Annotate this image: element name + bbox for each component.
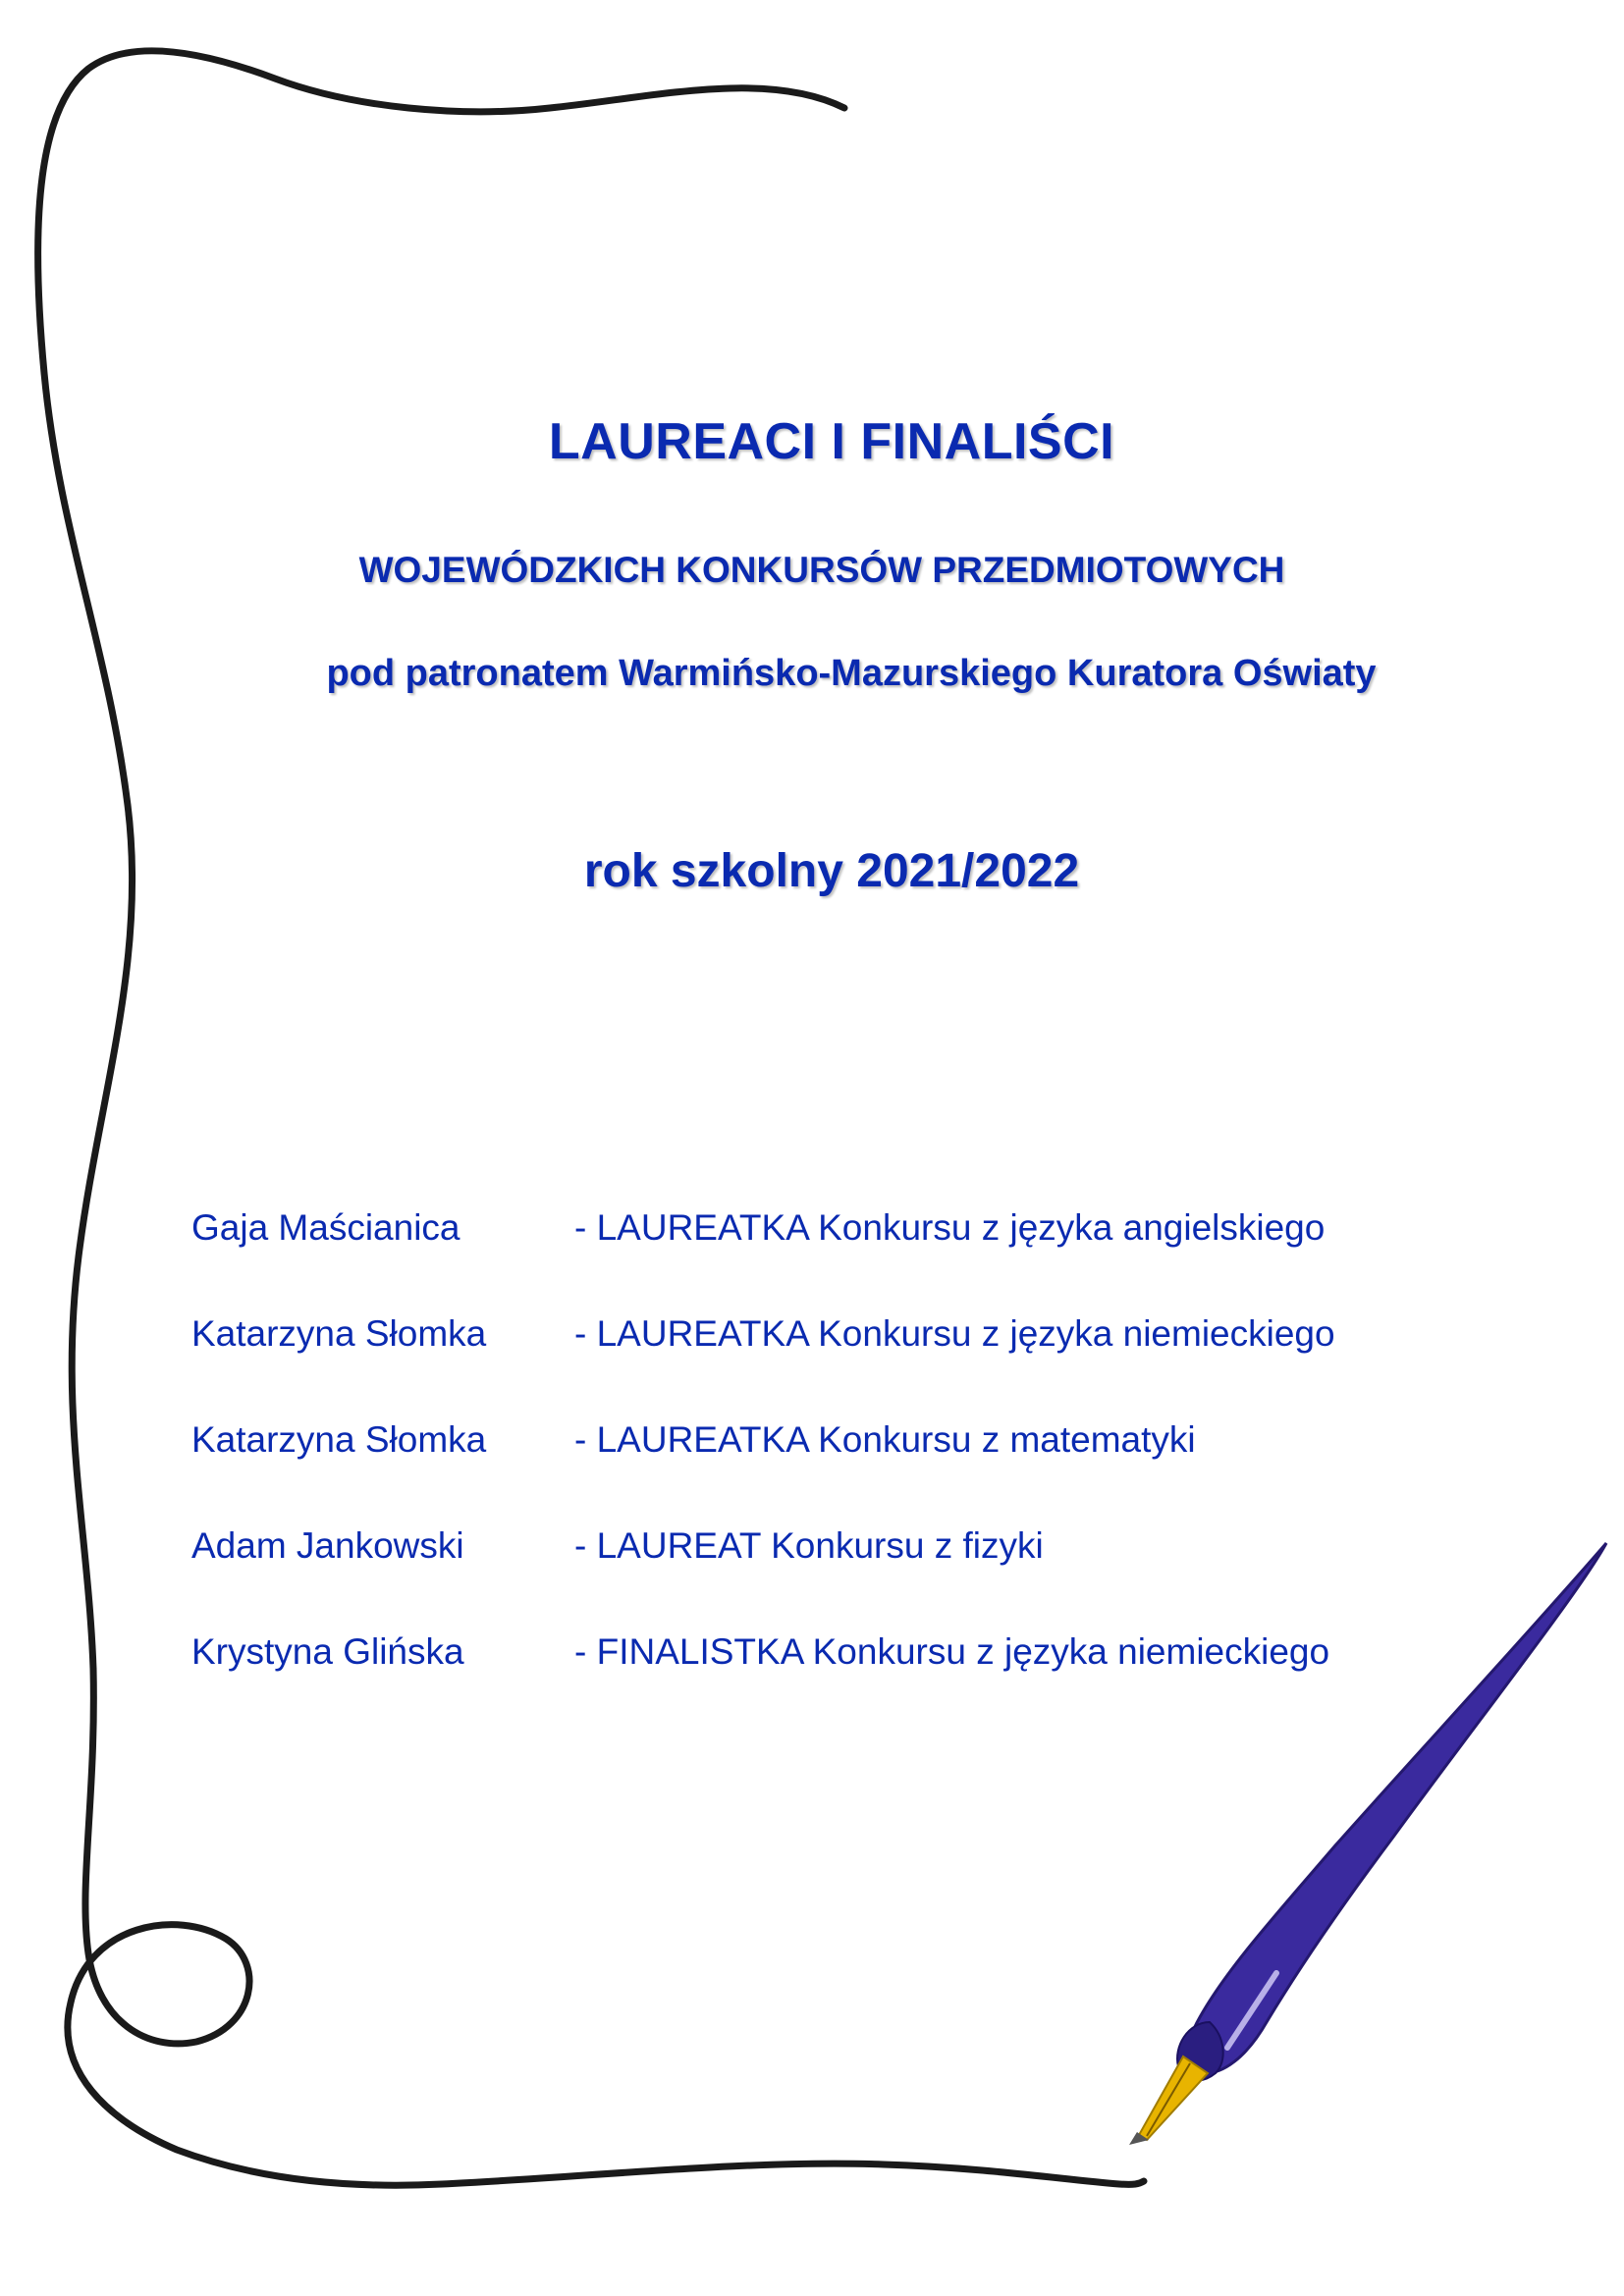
- winner-name: Adam Jankowski: [191, 1525, 464, 1566]
- winner-name: Katarzyna Słomka: [191, 1419, 487, 1460]
- scroll-frame-line: [38, 51, 1144, 2185]
- winner-award: - LAUREATKA Konkursu z języka niemieckiego: [574, 1313, 1335, 1354]
- winner-award: - FINALISTKA Konkursu z języka niemieckiego: [574, 1631, 1330, 1672]
- winner-name: Gaja Maścianica: [191, 1207, 460, 1248]
- list-item: [191, 1207, 1468, 1313]
- winner-name: Krystyna Glińska: [191, 1631, 464, 1672]
- page-subtitle: WOJEWÓDZKICH KONKURSÓW PRZEDMIOTOWYCH: [358, 550, 1285, 590]
- winner-award: - LAUREATKA Konkursu z matematyki: [574, 1419, 1196, 1460]
- winners-list: [191, 1207, 1468, 1737]
- patronage-line: pod patronatem Warmińsko-Mazurskiego Kuratora Oświaty: [326, 653, 1377, 694]
- page-title: LAUREACI I FINALIŚCI: [548, 413, 1115, 470]
- winner-award: - LAUREAT Konkursu z fizyki: [574, 1525, 1044, 1566]
- winner-award: - LAUREATKA Konkursu z języka angielskiego: [574, 1207, 1326, 1248]
- list-item: [191, 1313, 1468, 1419]
- list-item: [191, 1525, 1468, 1631]
- school-year: rok szkolny 2021/2022: [583, 845, 1080, 897]
- list-item: [191, 1631, 1468, 1737]
- list-item: [191, 1419, 1468, 1525]
- winner-name: Katarzyna Słomka: [191, 1313, 487, 1354]
